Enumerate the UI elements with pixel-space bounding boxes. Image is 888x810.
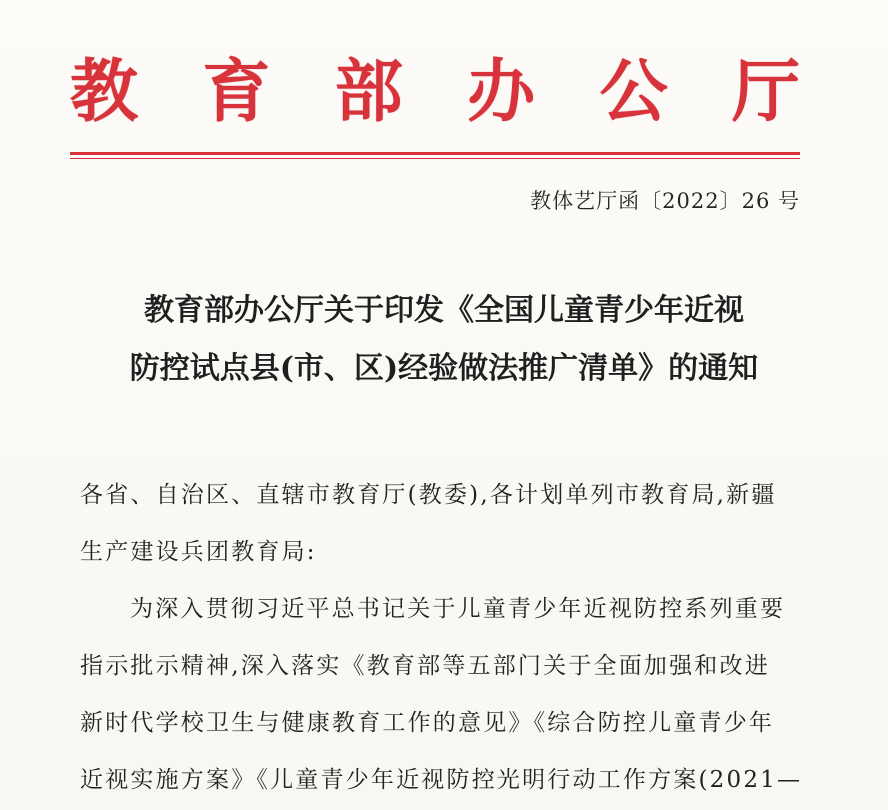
masthead-char: 办	[467, 52, 536, 132]
masthead-char: 厅	[731, 52, 800, 132]
body-line: 为深入贯彻习近平总书记关于儿童青少年近视防控系列重要	[130, 596, 786, 622]
masthead-char: 部	[334, 52, 403, 132]
document-number: 教体艺厅函〔2022〕26 号	[530, 189, 800, 213]
document-title	[60, 282, 828, 398]
masthead	[70, 52, 800, 132]
body-line: 近视实施方案》《儿童青少年近视防控光明行动工作方案(2021—	[80, 767, 803, 793]
title-line: 教育部办公厅关于印发《全国儿童青少年近视	[144, 293, 744, 328]
body-line: 指示批示精神,深入落实《教育部等五部门关于全面加强和改进	[80, 653, 770, 679]
masthead-rule-thin	[70, 158, 800, 159]
masthead-char: 教	[70, 52, 139, 132]
body-line: 各省、自治区、直辖市教育厅(教委),各计划单列市教育局,新疆	[80, 482, 777, 508]
masthead-char: 育	[202, 52, 271, 132]
masthead-rule-thick	[70, 152, 800, 155]
masthead-char: 公	[599, 52, 668, 132]
body-line: 新时代学校卫生与健康教育工作的意见》《综合防控儿童青少年	[80, 710, 775, 736]
body-line: 生产建设兵团教育局:	[80, 539, 317, 565]
title-line: 防控试点县(市、区)经验做法推广清单》的通知	[129, 351, 759, 386]
